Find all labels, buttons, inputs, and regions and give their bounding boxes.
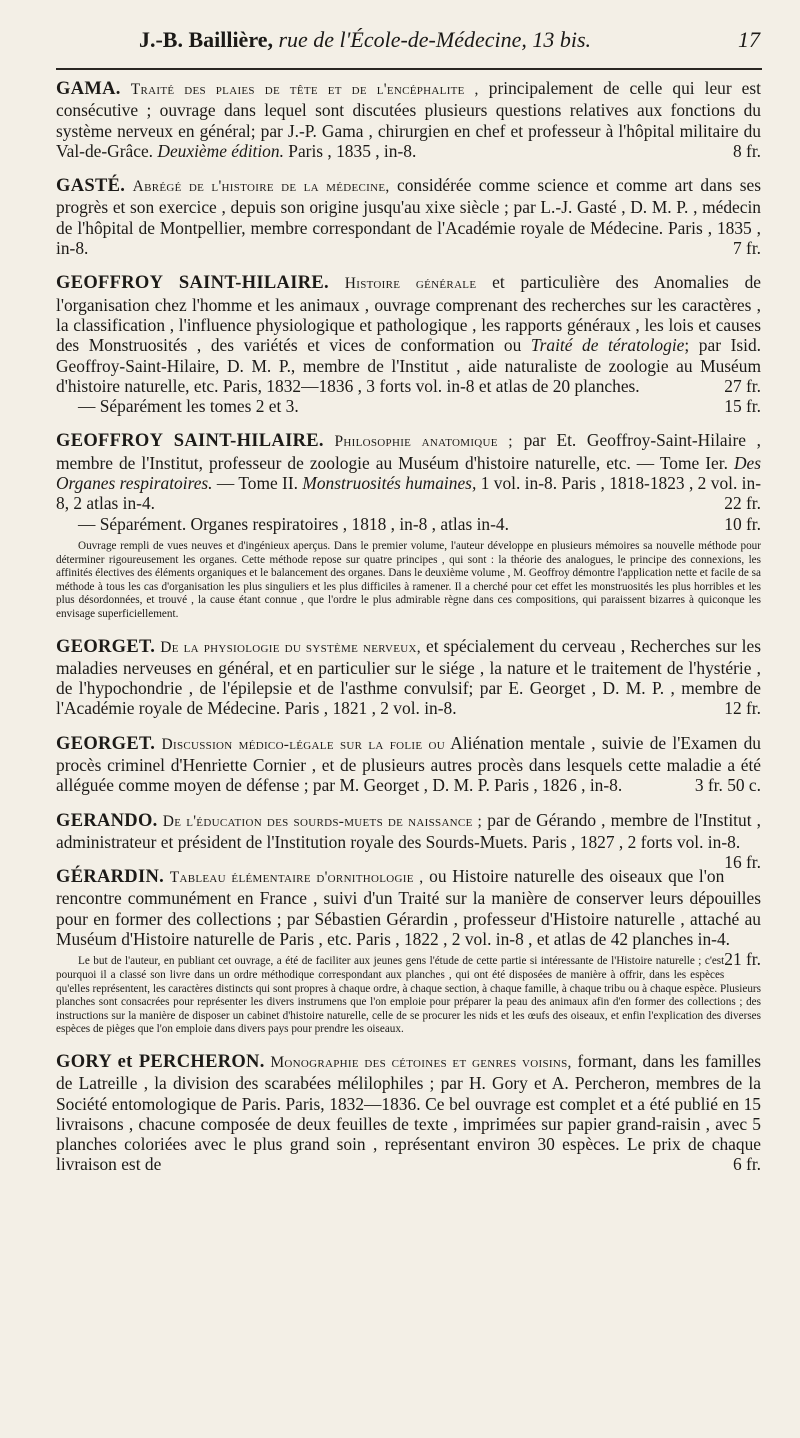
- entry-price: 22 fr.: [724, 493, 761, 514]
- catalogue-entry: [56, 272, 761, 416]
- entry-italic-title: Traité de tératologie: [530, 335, 685, 356]
- header-rule: [56, 68, 762, 70]
- entry-author: GORY et PERCHERON.: [56, 1051, 265, 1072]
- entry-price: 21 fr.: [724, 949, 761, 970]
- entry-price: 7 fr.: [732, 238, 761, 259]
- entry-author: GASTÉ.: [56, 176, 126, 197]
- entry-price: 16 fr.: [724, 852, 761, 873]
- entry-title: De l'éducation des sourds-muets de naissance ;: [162, 812, 483, 830]
- entry-text-continued-2: 1 vol. in-8. Paris , 1818-1823 , 2 vol. in-8, 2 atlas in-4.: [56, 473, 761, 514]
- entry-sub-price: 15 fr.: [724, 396, 761, 417]
- entry-text-continued: — Tome II.: [216, 473, 298, 494]
- entry-author: GÉRARDIN.: [56, 867, 165, 888]
- entry-title: Monographie des cétoines et genres voisins,: [270, 1053, 572, 1071]
- entry-title: Tableau élémentaire d'ornithologie ,: [169, 869, 424, 887]
- entry-imprint: Paris , 1835 , in-8.: [288, 140, 417, 161]
- entry-text: Aliénation mentale , suivie de l'Examen du procès criminel d'Henriette Cornier , et de plusieurs autres procès dans lesquels cette maladie a été alléguée comme moyen de défense ; par M. Georget , D. M. P. Paris , 1826 , in-8.: [56, 732, 761, 796]
- entry-title: Discussion médico-légale sur la folie ou: [161, 735, 445, 753]
- entry-title: Abrégé de l'histoire de la médecine,: [132, 178, 390, 196]
- publisher-name: J.-B. Baillière,: [138, 27, 273, 52]
- publisher-address: rue de l'École-de-Médecine, 13 bis.: [278, 27, 592, 52]
- entry-sub-price: 10 fr.: [724, 513, 761, 534]
- entry-sub-line: [56, 514, 761, 534]
- entry-author: GEORGET.: [56, 636, 156, 657]
- entry-italic-title-2: Monstruosités humaines,: [302, 473, 477, 494]
- catalogue-entry: [56, 809, 761, 873]
- catalogue-entry: [56, 733, 761, 796]
- entry-text: ou Histoire naturelle des oiseaux que l'on rencontre communément en France , suivi d'un Traité sur la manière de conserver leurs dépouilles pour en former des collections ; par Sébastien Gérardin , professeur d'Histoire naturelle , attaché au Muséum d'Histoire naturelle de Paris , etc. Paris , 1822 , 2 vol. in-8 , et atlas de 42 planches in-4.: [56, 866, 761, 950]
- entry-text: principalement de celle qui leur est consécutive ; ouvrage dans lequel sont discutées plusieurs questions relatives aux fonctions du système nerveux en général; par J.-P. Gama , chirurgien en chef et professeur à l'hôpital militaire du Val-de-Grâce.: [56, 78, 761, 161]
- entry-text: et spécialement du cerveau , Recherches sur les maladies nerveuses en général, et en particulier sur le siége , la nature et le traitement de l'hystérie , de l'hypochondrie , de l'épilepsie et de l'asthme convulsif; par E. Georget , D. M. P. , membre de l'Académie royale de Médecine. Paris , 1821 , 2 vol. in-8.: [56, 635, 761, 719]
- catalogue-entry: [56, 175, 761, 258]
- entry-note: Le but de l'auteur, en publiant cet ouvrage, a été de faciliter aux jeunes gens l'étude de cette partie si intéressante de l'Histoire naturelle ; c'est pourquoi il a classé son livre dans un ordre méthodique correspondant aux planches , qui ont été disposées de manière à offrir, dans les espèces qu'elles représentent, les caractères distincts qui sont propres à chaque ordre, à chaque section, à chaque famille, à chaque tribu ou à chaque espèce. Plusieurs planches sont consacrées pour représenter les divers instrumens que l'on emploie pour préparer la peau des animaux afin d'en former des collections ; des instructions sur la manière de disposer un cabinet d'histoire naturelle, celle de se procurer les nids et les œufs des oiseaux, et enfin l'explication des diverses espèces de pièges que l'on emploie dans divers pays pour prendre les oiseaux.: [56, 955, 761, 1036]
- entry-price: 6 fr.: [732, 1154, 761, 1175]
- entry-sub-text: — Séparément. Organes respiratoires , 1818 , in-8 , atlas in-4.: [78, 513, 509, 534]
- catalogue-entry: [56, 78, 761, 161]
- entry-price: 8 fr.: [732, 140, 761, 161]
- entry-title: Traité des plaies de tête et de l'encéphalite ,: [130, 81, 479, 98]
- entry-author: GEORGET.: [56, 733, 156, 754]
- entry-title: Histoire générale: [344, 275, 477, 293]
- entry-title: Philosophie anatomique ;: [334, 433, 513, 451]
- entry-text: et particulière des Anomalies de l'organisation chez l'homme et les animaux , ouvrage comprenant des recherches sur les caractères , la classification , l'influence physiologique et pathologique , les rapports généraux , les lois et causes des Monstruosités , des variétés et vices de conformation ou: [56, 272, 761, 356]
- entry-title: De la physiologie du système nerveux,: [160, 638, 421, 656]
- entry-text: par de Gérando , membre de l'Institut , administrateur et président de l'Institution royale des Sourds-Muets. Paris , 1827 , 2 forts vol. in-8.: [56, 809, 761, 852]
- page-number: 17: [738, 27, 760, 52]
- entry-text-continued: ; par Isid. Geoffroy-Saint-Hilaire, D. M. P., membre de l'Institut , aide naturaliste de zoologie au Muséum d'histoire naturelle, etc. Paris, 1832—1836 , 3 forts vol. in-8 et atlas de 20 planches.: [56, 335, 762, 396]
- entry-price: 12 fr.: [724, 698, 761, 719]
- entry-author: GEOFFROY SAINT-HILAIRE.: [56, 431, 324, 452]
- entry-sub-text: — Séparément les tomes 2 et 3.: [78, 396, 299, 417]
- entry-author: GEOFFROY SAINT-HILAIRE.: [56, 273, 329, 294]
- entry-author: GAMA.: [56, 79, 121, 99]
- running-header: [40, 20, 760, 60]
- entry-note: Ouvrage rempli de vues neuves et d'ingénieux aperçus. Dans le premier volume, l'auteur développe en plusieurs mémoires sa nouvelle méthode pour déterminer rigoureusement les organes. Cette méthode repose sur quatre principes , qui sont : la théorie des analogues, le principe des connexions, les affinités électives des éléments organiques et le balancement des organes. Dans le deuxième volume , M. Geoffroy démontre l'application nette et facile de sa méthode à tous les cas d'organisation les plus singuliers et les plus difficiles à ramener. Il a cherché pour cet effet les monstruosités les plus horribles et les plus désordonnées, et trouvé , la cause étant connue , que l'ordre le plus admirable règne dans ces compositions, qui paraissent bizarres à quiconque les envisage superficiellement.: [56, 539, 761, 620]
- entry-sub-line: [56, 396, 761, 416]
- entry-text: formant, dans les familles de Latreille , la division des scarabées mélilophiles ; par H. Gory et A. Percheron, membres de la Société entomologique de Paris. Paris, 1832—1836. Ce bel ouvrage est complet et a été publié en 15 livraisons , chacune composée de deux feuilles de texte , imprimées sur papier grand-raisin , avec 5 planches coloriées avec le plus grand soin , représentant environ 30 espèces. Le prix de chaque livraison est de: [56, 1050, 761, 1175]
- catalogue-entry: [56, 636, 761, 719]
- entry-edition: Deuxième édition.: [157, 140, 284, 161]
- catalogue-entry: [56, 430, 761, 533]
- catalogue-entry: [56, 866, 761, 970]
- entry-text: par Et. Geoffroy-Saint-Hilaire , membre de l'Institut, professeur de zoologie au Muséum d'histoire naturelle, etc. — Tome Ier.: [56, 430, 761, 473]
- catalogue-entries: [56, 78, 761, 1189]
- catalogue-entry: [56, 1051, 761, 1175]
- entry-italic-title: Des Organes respiratoires.: [56, 452, 761, 494]
- entry-author: GERANDO.: [56, 810, 158, 831]
- entry-price: 27 fr.: [724, 375, 761, 396]
- running-head: [40, 20, 690, 60]
- entry-price: 3 fr. 50 c.: [694, 775, 761, 796]
- entry-text: considérée comme science et comme art dans ses progrès et son exercice , depuis son origine jusqu'au xixe siècle ; par L.-J. Gasté , D. M. P. , médecin de l'hôpital de Montpellier, membre correspondant de l'Académie royale de Médecine. Paris , 1835 , in-8.: [56, 175, 761, 259]
